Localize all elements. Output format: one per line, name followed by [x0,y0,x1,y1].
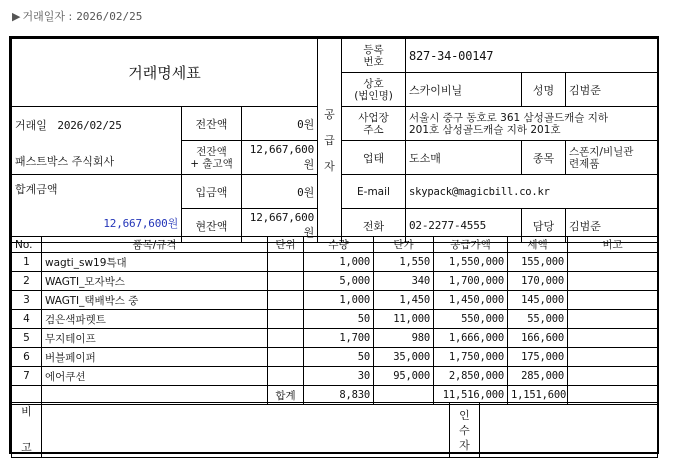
receiver-label: 인 수 자 [450,403,480,458]
trade-date-line [12,8,142,24]
row-qty: 50 [304,310,374,329]
business-item-value: 스폰지/비닐관 련제품 [566,141,658,175]
table-row [12,272,658,291]
row-qty: 5,000 [304,272,374,291]
row-note [568,367,658,386]
reg-no-label: 등록 번호 [342,39,406,73]
address-label: 사업장 주소 [342,107,406,141]
email-value: skypack@magicbill.co.kr [406,175,658,209]
row-supply: 1,750,000 [434,348,508,367]
table-row [12,310,658,329]
row-price: 1,550 [374,253,434,272]
row-note [568,291,658,310]
remarks-table [11,402,658,458]
email-label: E-mail [342,175,406,209]
row-item: wagti_sw19특대 [42,253,268,272]
current-balance-label: 현잔액 [182,209,242,243]
trade-date-label: 거래일자 : [22,10,73,23]
business-type-label: 업태 [342,141,406,175]
row-supply: 1,666,000 [434,329,508,348]
row-qty: 1,700 [304,329,374,348]
row-no: 3 [12,291,42,310]
row-supply: 1,700,000 [434,272,508,291]
row-item: 검은색파렛트 [42,310,268,329]
table-row [12,348,658,367]
items-table [11,236,658,405]
trade-date-cell [12,107,182,175]
table-row [12,291,658,310]
header-note: 비고 [568,237,658,253]
row-note [568,253,658,272]
row-qty: 50 [304,348,374,367]
company-label: 상호 (법인명) [342,73,406,107]
total-amount-label: 합계금액 [15,183,58,196]
row-tax: 166,600 [508,329,568,348]
trade-date-cell-label: 거래일 [15,119,47,132]
ceo-label: 성명 [522,73,566,107]
total-amount-cell [12,175,182,243]
supplier-side-label: 공 급 자 [318,39,342,243]
address-value: 서울시 중구 동호로 361 삼성골드캐슬 지하 201호 삼성골드캐슬 지하 201호 [406,107,658,141]
header-supply: 공급가액 [434,237,508,253]
table-row [12,329,658,348]
remarks-content [42,403,450,458]
triangle-right-icon: ▶ [12,10,21,23]
row-item: 버블페이퍼 [42,348,268,367]
row-tax: 175,000 [508,348,568,367]
row-item: 무지테이프 [42,329,268,348]
row-no: 1 [12,253,42,272]
items-header-row [12,237,658,253]
row-no: 2 [12,272,42,291]
row-note [568,272,658,291]
row-item: WAGTI_모자박스 [42,272,268,291]
deposit-label: 입금액 [182,175,242,209]
header-unit: 단위 [268,237,304,253]
trade-date-cell-value: 2026/02/25 [57,119,122,132]
row-unit [268,310,304,329]
row-no: 4 [12,310,42,329]
total-qty: 8,830 [304,386,374,405]
receiver-signature [480,403,658,458]
row-no: 5 [12,329,42,348]
row-no: 6 [12,348,42,367]
document-title: 거래명세표 [12,39,318,107]
row-tax: 155,000 [508,253,568,272]
header-tax: 세액 [508,237,568,253]
header-table [11,38,658,243]
row-unit [268,329,304,348]
table-row [12,367,658,386]
row-price: 980 [374,329,434,348]
prev-plus-value: 12,667,600원 [242,141,318,175]
total-amount-value: 12,667,600원 [103,217,178,230]
statement-frame [9,36,659,454]
row-price: 1,450 [374,291,434,310]
total-supply: 11,516,000 [434,386,508,405]
row-tax: 55,000 [508,310,568,329]
total-label: 합계 [268,386,304,405]
row-qty: 30 [304,367,374,386]
header-price: 단가 [374,237,434,253]
row-price: 340 [374,272,434,291]
phone-label: 전화 [342,209,406,243]
row-price: 95,000 [374,367,434,386]
row-qty: 1,000 [304,253,374,272]
row-note [568,348,658,367]
row-unit [268,253,304,272]
phone-value: 02-2277-4555 [406,209,522,243]
prev-plus-label: 전잔액 + 출고액 [182,141,242,175]
row-supply: 2,850,000 [434,367,508,386]
business-item-label: 종목 [522,141,566,175]
customer-name: 패스트박스 주식회사 [15,155,115,168]
current-balance-value: 12,667,600원 [242,209,318,243]
row-unit [268,367,304,386]
manager-label: 담당 [522,209,566,243]
row-price: 35,000 [374,348,434,367]
row-tax: 145,000 [508,291,568,310]
header-no: No. [12,237,42,253]
row-tax: 285,000 [508,367,568,386]
prev-balance-value: 0원 [242,107,318,141]
deposit-value: 0원 [242,175,318,209]
row-unit [268,291,304,310]
company-value: 스카이비닐 [406,73,522,107]
row-qty: 1,000 [304,291,374,310]
row-item: 에어쿠션 [42,367,268,386]
row-tax: 170,000 [508,272,568,291]
trade-date-value: 2026/02/25 [76,10,143,23]
prev-balance-label: 전잔액 [182,107,242,141]
row-supply: 1,550,000 [434,253,508,272]
total-tax: 1,151,600 [508,386,568,405]
remarks-label: 비 고 [12,403,42,458]
table-row [12,253,658,272]
header-item: 품목/규격 [42,237,268,253]
row-unit [268,272,304,291]
reg-no-value: 827-34-00147 [406,39,658,73]
row-note [568,310,658,329]
header-qty: 수량 [304,237,374,253]
row-price: 11,000 [374,310,434,329]
row-note [568,329,658,348]
manager-value: 김범준 [566,209,658,243]
row-no: 7 [12,367,42,386]
row-item: WAGTI_택배박스 중 [42,291,268,310]
ceo-value: 김범준 [566,73,658,107]
row-supply: 1,450,000 [434,291,508,310]
row-supply: 550,000 [434,310,508,329]
row-unit [268,348,304,367]
business-type-value: 도소매 [406,141,522,175]
